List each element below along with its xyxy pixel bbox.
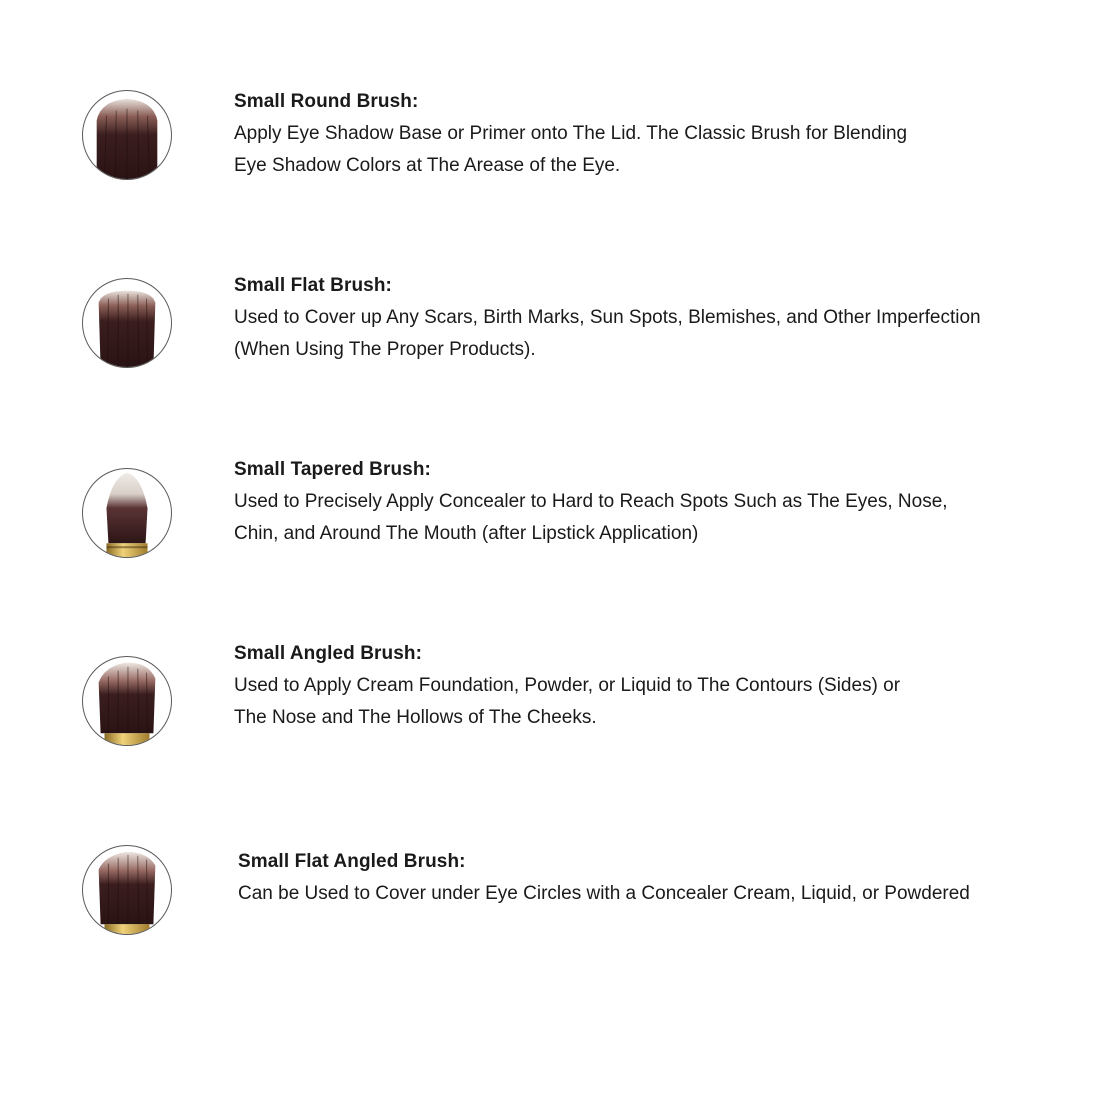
brush-description-line: The Nose and The Hollows of The Cheeks. (234, 707, 597, 728)
tapered-brush-icon (82, 468, 172, 558)
flat-angled-brush-icon (82, 845, 172, 935)
brush-title: Small Tapered Brush: (234, 459, 431, 480)
brush-description-line: Used to Apply Cream Foundation, Powder, or Liquid to The Contours (Sides) or (234, 675, 901, 696)
flat-brush-icon (82, 278, 172, 368)
round-brush-icon (82, 90, 172, 180)
brush-description-line: Used to Cover up Any Scars, Birth Marks, Sun Spots, Blemishes, and Other Imperfection (234, 307, 981, 328)
brush-description-line: Used to Precisely Apply Concealer to Hard to Reach Spots Such as The Eyes, Nose, (234, 491, 948, 512)
brush-item-tapered (0, 456, 1100, 576)
brush-description-line: (When Using The Proper Products). (234, 339, 536, 360)
angled-brush-icon (82, 656, 172, 746)
brush-title: Small Round Brush: (234, 91, 419, 112)
brush-item-flat (0, 272, 1100, 392)
brush-description-line: Apply Eye Shadow Base or Primer onto The Lid. The Classic Brush for Blending (234, 123, 908, 144)
brush-item-flat-angled (0, 848, 1100, 968)
brush-title: Small Angled Brush: (234, 643, 423, 664)
brush-description-line: Eye Shadow Colors at The Arease of the Eye. (234, 155, 621, 176)
brush-item-angled (0, 640, 1100, 760)
brush-description-line: Chin, and Around The Mouth (after Lipstick Application) (234, 523, 699, 544)
brush-title: Small Flat Brush: (234, 275, 392, 296)
brush-description-line: Can be Used to Cover under Eye Circles with a Concealer Cream, Liquid, or Powdered (238, 883, 970, 904)
brush-item-round (0, 88, 1100, 208)
brush-title: Small Flat Angled Brush: (238, 851, 466, 872)
